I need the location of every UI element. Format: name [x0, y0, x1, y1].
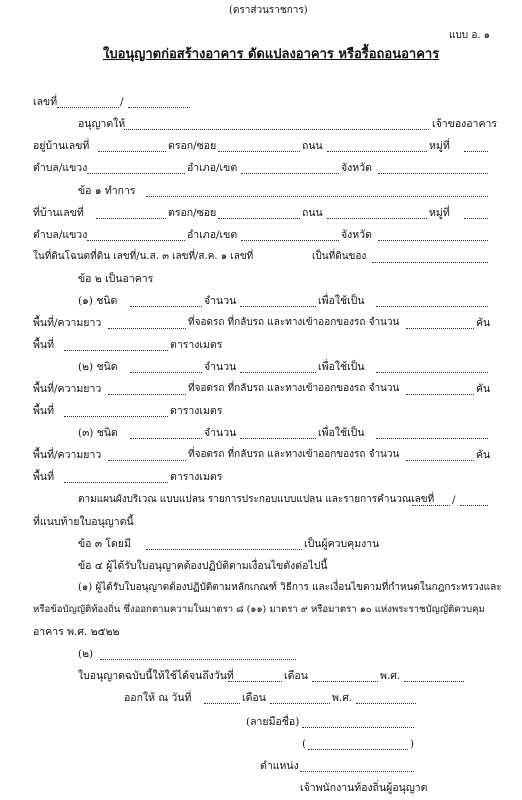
district-label: อำเภอ/เขต: [187, 162, 238, 174]
building-2-sqm: ตารางเมตร: [170, 405, 223, 417]
province-label: จังหวัด: [341, 162, 372, 174]
building-3-qty-label: จำนวน: [204, 427, 237, 439]
signature-label: (ลายมือชื่อ): [246, 716, 300, 728]
issued-year-line: [356, 703, 416, 704]
clause1-alley-label: ตรอก/ซอย: [168, 207, 217, 219]
validity-month-label: เดือน: [284, 670, 308, 682]
building-3-type-label: (๓) ชนิด: [78, 427, 118, 439]
clause3-text: ข้อ ๓ โดยมี: [78, 538, 131, 550]
land-owner-line: [372, 262, 488, 263]
province-line: [378, 173, 488, 174]
permit-year-line: [128, 107, 190, 108]
building-1-unit: คัน: [476, 317, 491, 329]
clause1-moo-label: หมู่ที่: [429, 207, 450, 219]
building-2-use-label: เพื่อใช้เป็น: [318, 361, 365, 373]
building-2-type-label: (๒) ชนิด: [78, 361, 118, 373]
clause1-district-line: [241, 240, 339, 241]
building-1-floor-label: พื้นที่: [33, 339, 55, 351]
building-3-area-label: พื้นที่/ความยาว: [33, 449, 102, 461]
permit-number-label: เลขที่: [33, 96, 58, 108]
clause1-alley-line: [218, 218, 300, 219]
clause1-heading: ข้อ ๑ ทำการ: [78, 185, 136, 197]
form-code: แบบ อ. ๑: [449, 30, 491, 41]
clause1-moo-line: [464, 218, 488, 219]
building-1-qty-label: จำนวน: [204, 295, 237, 307]
subdistrict-label: ตำบล/แขวง: [33, 162, 88, 174]
building-2-use-line: [376, 372, 488, 373]
plan-number-line: [412, 505, 450, 506]
road-line: [327, 151, 427, 152]
land-owner-label: เป็นที่ดินของ: [312, 251, 367, 262]
building-2-parking-label: ที่จอดรถ ที่กลับรถ และทางเข้าออกของรถ จำนวน: [188, 383, 400, 394]
building-1-type-label: (๑) ชนิด: [78, 295, 118, 307]
issued-month-label: เดือน: [242, 692, 266, 704]
road-label: ถนน: [302, 140, 323, 152]
clause1-location-label: ที่บ้านเลขที่: [33, 207, 84, 219]
building-2-qty-label: จำนวน: [204, 361, 237, 373]
supervisor-label: เป็นผู้ควบคุมงาน: [304, 538, 380, 550]
clause4-cond1-line2: หรือข้อบัญญัติท้องถิ่น ซึ่งออกตามความในมาตรา ๘ (๑๑) มาตรา ๙ หรือมาตรา ๑๐ แห่งพระราชบัญญัติควบคุม: [33, 604, 485, 615]
clause4-cond1-line1: (๑) ผู้ได้รับใบอนุญาตต้องปฏิบัติตามหลักเกณฑ์ วิธีการ และเงื่อนไขตามที่กำหนดในกฎกระทรวงและ: [78, 582, 502, 593]
issued-year-label: พ.ศ.: [332, 692, 353, 704]
grantee-line: [124, 129, 429, 130]
building-3-use-label: เพื่อใช้เป็น: [318, 427, 365, 439]
building-1-area-line: [108, 328, 186, 329]
building-2-unit: คัน: [476, 383, 491, 395]
validity-year-label: พ.ศ.: [380, 670, 401, 682]
clause1-province-label: จังหวัด: [341, 229, 372, 241]
clause1-number-line: [96, 218, 166, 219]
issued-month-line: [270, 703, 330, 704]
issued-text: ออกให้ ณ วันที่: [124, 692, 192, 704]
building-2-floor-line: [64, 416, 168, 417]
building-3-parking-label: ที่จอดรถ ที่กลับรถ และทางเข้าออกของรถ จำนวน: [188, 449, 400, 460]
plan-slash: /: [452, 494, 456, 506]
owner-label: เจ้าของอาคาร: [432, 118, 498, 130]
building-3-unit: คัน: [476, 449, 491, 461]
building-1-qty-line: [240, 306, 316, 307]
building-1-parking-line: [406, 328, 474, 329]
clause1-action-line: [146, 196, 488, 197]
building-1-floor-line: [64, 350, 168, 351]
signature-line: [302, 727, 414, 728]
clause1-district-label: อำเภอ/เขต: [187, 229, 238, 241]
clause1-road-label: ถนน: [302, 207, 323, 219]
permit-number-slash: /: [120, 96, 124, 108]
clause1-subdistrict-label: ตำบล/แขวง: [33, 229, 88, 241]
issued-day-line: [204, 703, 240, 704]
building-3-floor-line: [64, 482, 168, 483]
clause2-heading: ข้อ ๒ เป็นอาคาร: [78, 273, 154, 285]
attached-text: ที่แนบท้ายใบอนุญาตนี้: [33, 516, 134, 528]
building-2-floor-label: พื้นที่: [33, 405, 55, 417]
supervisor-line: [146, 549, 302, 550]
building-1-area-label: พื้นที่/ความยาว: [33, 317, 102, 329]
building-2-type-line: [130, 372, 202, 373]
address-label: อยู่บ้านเลขที่: [33, 140, 90, 152]
land-deed-text: ในที่ดินโฉนดที่ดิน เลขที่/น.ส. ๓ เลขที่/ส.ค. ๑ เลขที่: [33, 251, 254, 262]
district-line: [241, 173, 339, 174]
building-3-type-line: [130, 438, 202, 439]
moo-line: [464, 151, 488, 152]
clause1-road-line: [327, 218, 427, 219]
building-3-use-line: [376, 438, 488, 439]
validity-year-line: [404, 681, 464, 682]
building-3-parking-line: [406, 460, 474, 461]
grant-label: อนุญาตให้: [78, 118, 126, 130]
clause4-text: ข้อ ๔ ผู้ได้รับใบอนุญาตต้องปฏิบัติตามเงื่อนไขดังต่อไปนี้: [78, 560, 328, 572]
building-1-parking-label: ที่จอดรถ ที่กลับรถ และทางเข้าออกของรถ จำนวน: [188, 317, 400, 328]
validity-day-line: [228, 681, 282, 682]
alley-line: [218, 151, 300, 152]
validity-text: ใบอนุญาตฉบับนี้ให้ใช้ได้จนถึงวันที่: [78, 670, 234, 682]
plan-text: ตามแผนผังบริเวณ แบบแปลน รายการประกอบแบบแปลน และรายการคำนวณเลขที่: [78, 494, 435, 505]
building-2-area-label: พื้นที่/ความยาว: [33, 383, 102, 395]
clause4-cond2-label: (๒): [78, 648, 94, 660]
clause4-cond1-line3: อาคาร พ.ศ. ๒๕๒๒: [33, 626, 120, 638]
permit-number-line: [57, 107, 119, 108]
address-number-line: [98, 151, 166, 152]
signatory-name-line: [308, 749, 408, 750]
plan-year-line: [460, 505, 488, 506]
building-3-floor-label: พื้นที่: [33, 471, 55, 483]
subdistrict-line: [87, 173, 185, 174]
official-label: เจ้าพนักงานท้องถิ่นผู้อนุญาต: [300, 782, 428, 794]
building-3-area-line: [108, 460, 186, 461]
building-3-qty-line: [240, 438, 316, 439]
building-2-area-line: [108, 394, 186, 395]
building-1-use-line: [376, 306, 488, 307]
position-line: [300, 771, 414, 772]
building-1-use-label: เพื่อใช้เป็น: [318, 295, 365, 307]
signature-paren-close: ): [410, 738, 415, 750]
position-label: ตำแหน่ง: [260, 760, 299, 772]
clause1-province-line: [378, 240, 488, 241]
building-1-type-line: [130, 306, 202, 307]
alley-label: ตรอก/ซอย: [168, 140, 217, 152]
clause1-subdistrict-line: [87, 240, 185, 241]
building-1-sqm: ตารางเมตร: [170, 339, 223, 351]
moo-label: หมู่ที่: [429, 140, 450, 152]
clause4-cond2-line: [100, 659, 296, 660]
page-title: ใบอนุญาตก่อสร้างอาคาร ดัดแปลงอาคาร หรือรื้อถอนอาคาร: [103, 47, 440, 62]
building-2-qty-line: [240, 372, 316, 373]
seal-label: (ตราส่วนราชการ): [229, 5, 308, 16]
building-3-sqm: ตารางเมตร: [170, 471, 223, 483]
signature-paren-open: (: [302, 738, 307, 750]
building-2-parking-line: [406, 394, 474, 395]
validity-month-line: [312, 681, 378, 682]
